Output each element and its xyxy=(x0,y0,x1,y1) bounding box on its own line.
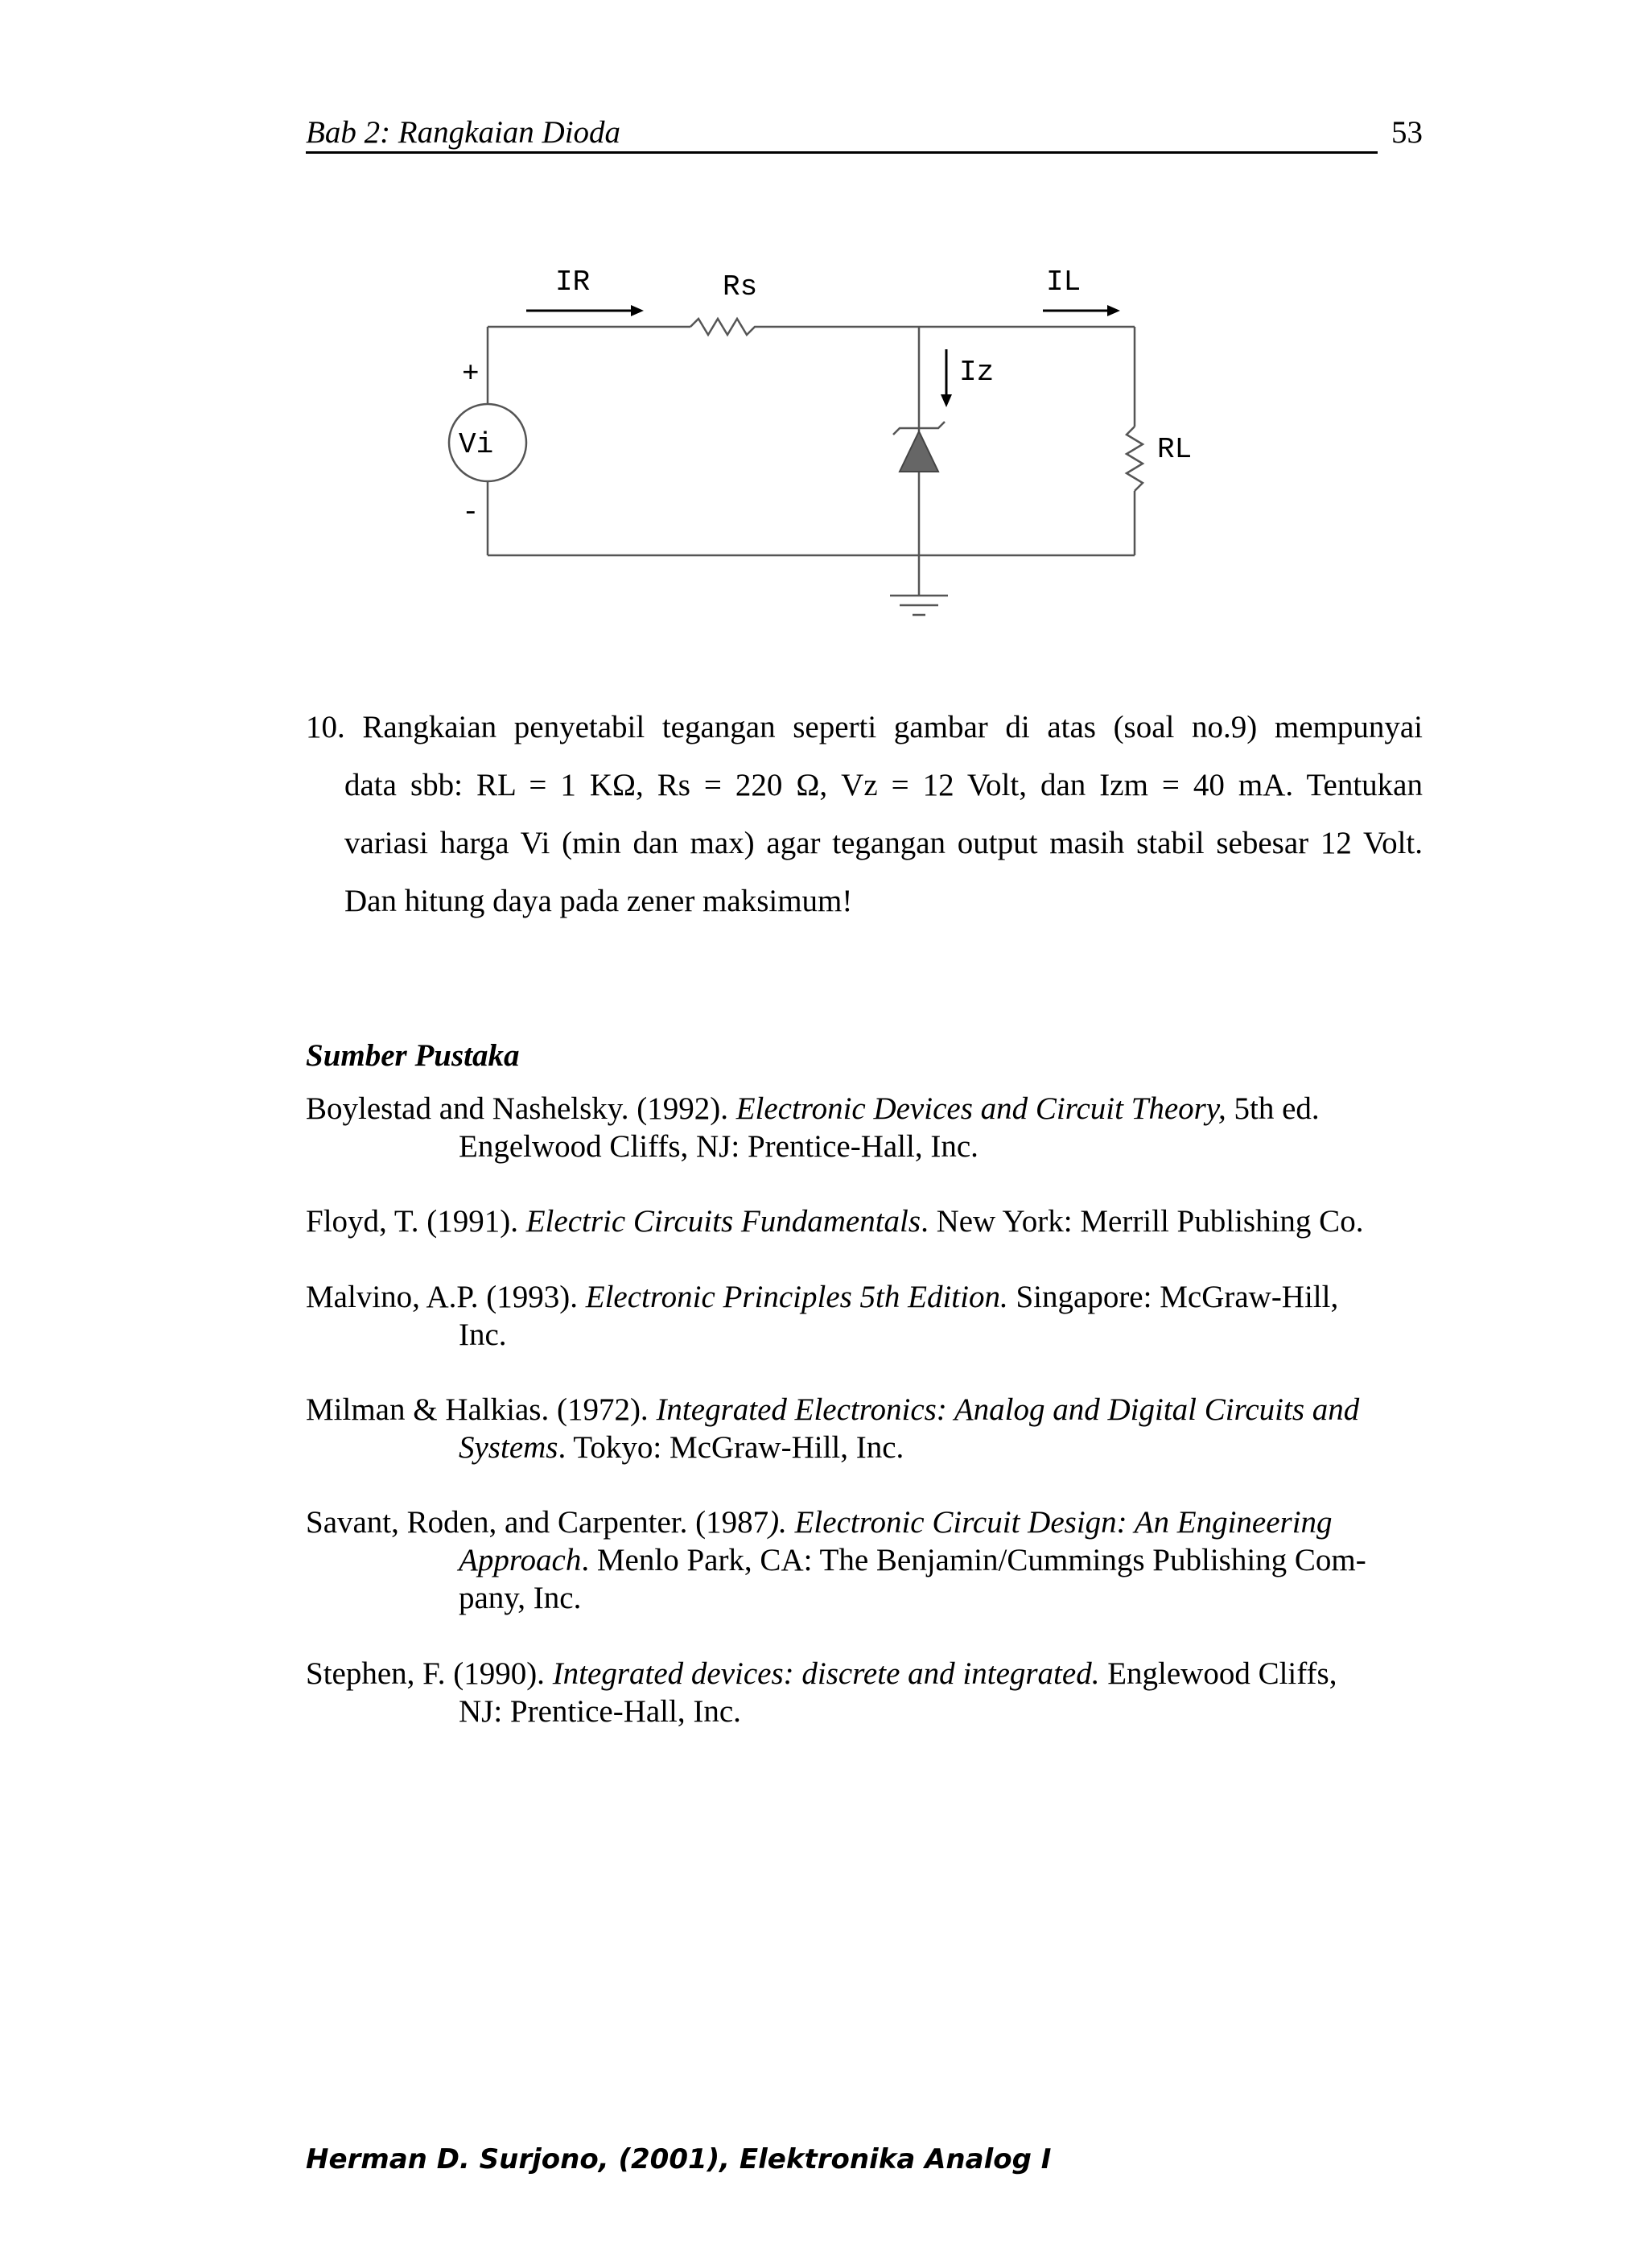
problem-line-2: data sbb: RL = 1 KΩ, Rs = 220 Ω, Vz = 12 Volt, dan Izm = 40 mA. Tentukan xyxy=(344,768,1423,802)
label-vi: Vi xyxy=(459,428,494,461)
problem-line-3: variasi harga Vi (min dan max) agar tegangan output masih stabil sebesar 12 Volt. xyxy=(344,826,1423,860)
reference-item xyxy=(306,1391,1448,1466)
ref-title: Integrated devices: discrete and integrated. xyxy=(552,1656,1100,1691)
ref-author: Floyd, T. (1991). xyxy=(306,1204,526,1239)
problem-line-4: Dan hitung daya pada zener maksimum! xyxy=(344,884,853,918)
ref-title: ). Electronic Circuit Design: An Engineering xyxy=(768,1505,1333,1540)
ref-title-cont: Approach xyxy=(459,1543,582,1577)
page-number: 53 xyxy=(1391,115,1423,150)
label-minus: - xyxy=(462,496,480,529)
references-heading: Sumber Pustaka xyxy=(306,1038,520,1073)
ref-title: Electric Circuits Fundamentals xyxy=(525,1204,921,1239)
arrow-iz-head xyxy=(941,394,952,407)
label-iz: Iz xyxy=(959,356,995,389)
reference-item xyxy=(306,1655,1448,1730)
ref-author: Savant, Roden, and Carpenter. (1987 xyxy=(306,1505,769,1540)
ref-author: Milman & Halkias. (1972). xyxy=(306,1392,657,1427)
resistor-rl-symbol xyxy=(1127,427,1143,491)
reference-item xyxy=(306,1202,1448,1240)
ref-publisher-cont: NJ: Prentice-Hall, Inc. xyxy=(459,1694,741,1729)
reference-item xyxy=(306,1090,1448,1165)
ref-title-cont: Systems xyxy=(459,1430,558,1465)
label-il: IL xyxy=(1046,266,1082,299)
ref-author: Boylestad and Nashelsky. (1992). xyxy=(306,1091,736,1126)
ref-publisher: . Tokyo: McGraw-Hill, Inc. xyxy=(558,1430,904,1465)
ref-publisher: Engelwood Cliffs, NJ: Prentice-Hall, Inc. xyxy=(459,1129,978,1164)
ref-publisher: Englewood Cliffs, xyxy=(1099,1656,1337,1691)
ref-author: Malvino, A.P. (1993). xyxy=(306,1280,586,1314)
ref-publisher: . New York: Merrill Publishing Co. xyxy=(921,1204,1364,1239)
chapter-title: Bab 2: Rangkaian Dioda xyxy=(306,115,621,150)
reference-item xyxy=(306,1278,1448,1354)
ref-title: Electronic Principles 5th Edition. xyxy=(585,1280,1008,1314)
ref-publisher-cont: Inc. xyxy=(459,1318,507,1352)
ref-edition: 5th ed. xyxy=(1226,1091,1320,1126)
reference-item xyxy=(306,1503,1448,1617)
arrow-ir-head xyxy=(631,305,644,316)
arrow-il-head xyxy=(1107,305,1120,316)
label-rl: RL xyxy=(1157,433,1193,466)
ref-publisher: Singapore: McGraw-Hill, xyxy=(1007,1280,1339,1314)
ref-publisher-cont: pany, Inc. xyxy=(459,1581,582,1615)
resistor-rs-symbol xyxy=(690,319,805,335)
page-footer: Herman D. Surjono, (2001), Elektronika Analog I xyxy=(306,2143,1052,2175)
zener-diode-triangle xyxy=(900,431,938,472)
ref-title: Integrated Electronics: Analog and Digital Circuits and xyxy=(656,1392,1360,1427)
ref-author: Stephen, F. (1990). xyxy=(306,1656,553,1691)
problem-line-1: 10. Rangkaian penyetabil tegangan seperti gambar di atas (soal no.9) mempunyai xyxy=(306,710,1423,744)
label-rs: Rs xyxy=(723,270,758,303)
problem-10 xyxy=(306,699,1423,930)
label-ir: IR xyxy=(555,266,591,299)
ref-publisher: . Menlo Park, CA: The Benjamin/Cummings Publishing Com- xyxy=(581,1543,1366,1577)
ref-title: Electronic Devices and Circuit Theory, xyxy=(735,1091,1226,1126)
zener-regulator-circuit xyxy=(0,0,1648,644)
label-plus: + xyxy=(462,357,480,390)
